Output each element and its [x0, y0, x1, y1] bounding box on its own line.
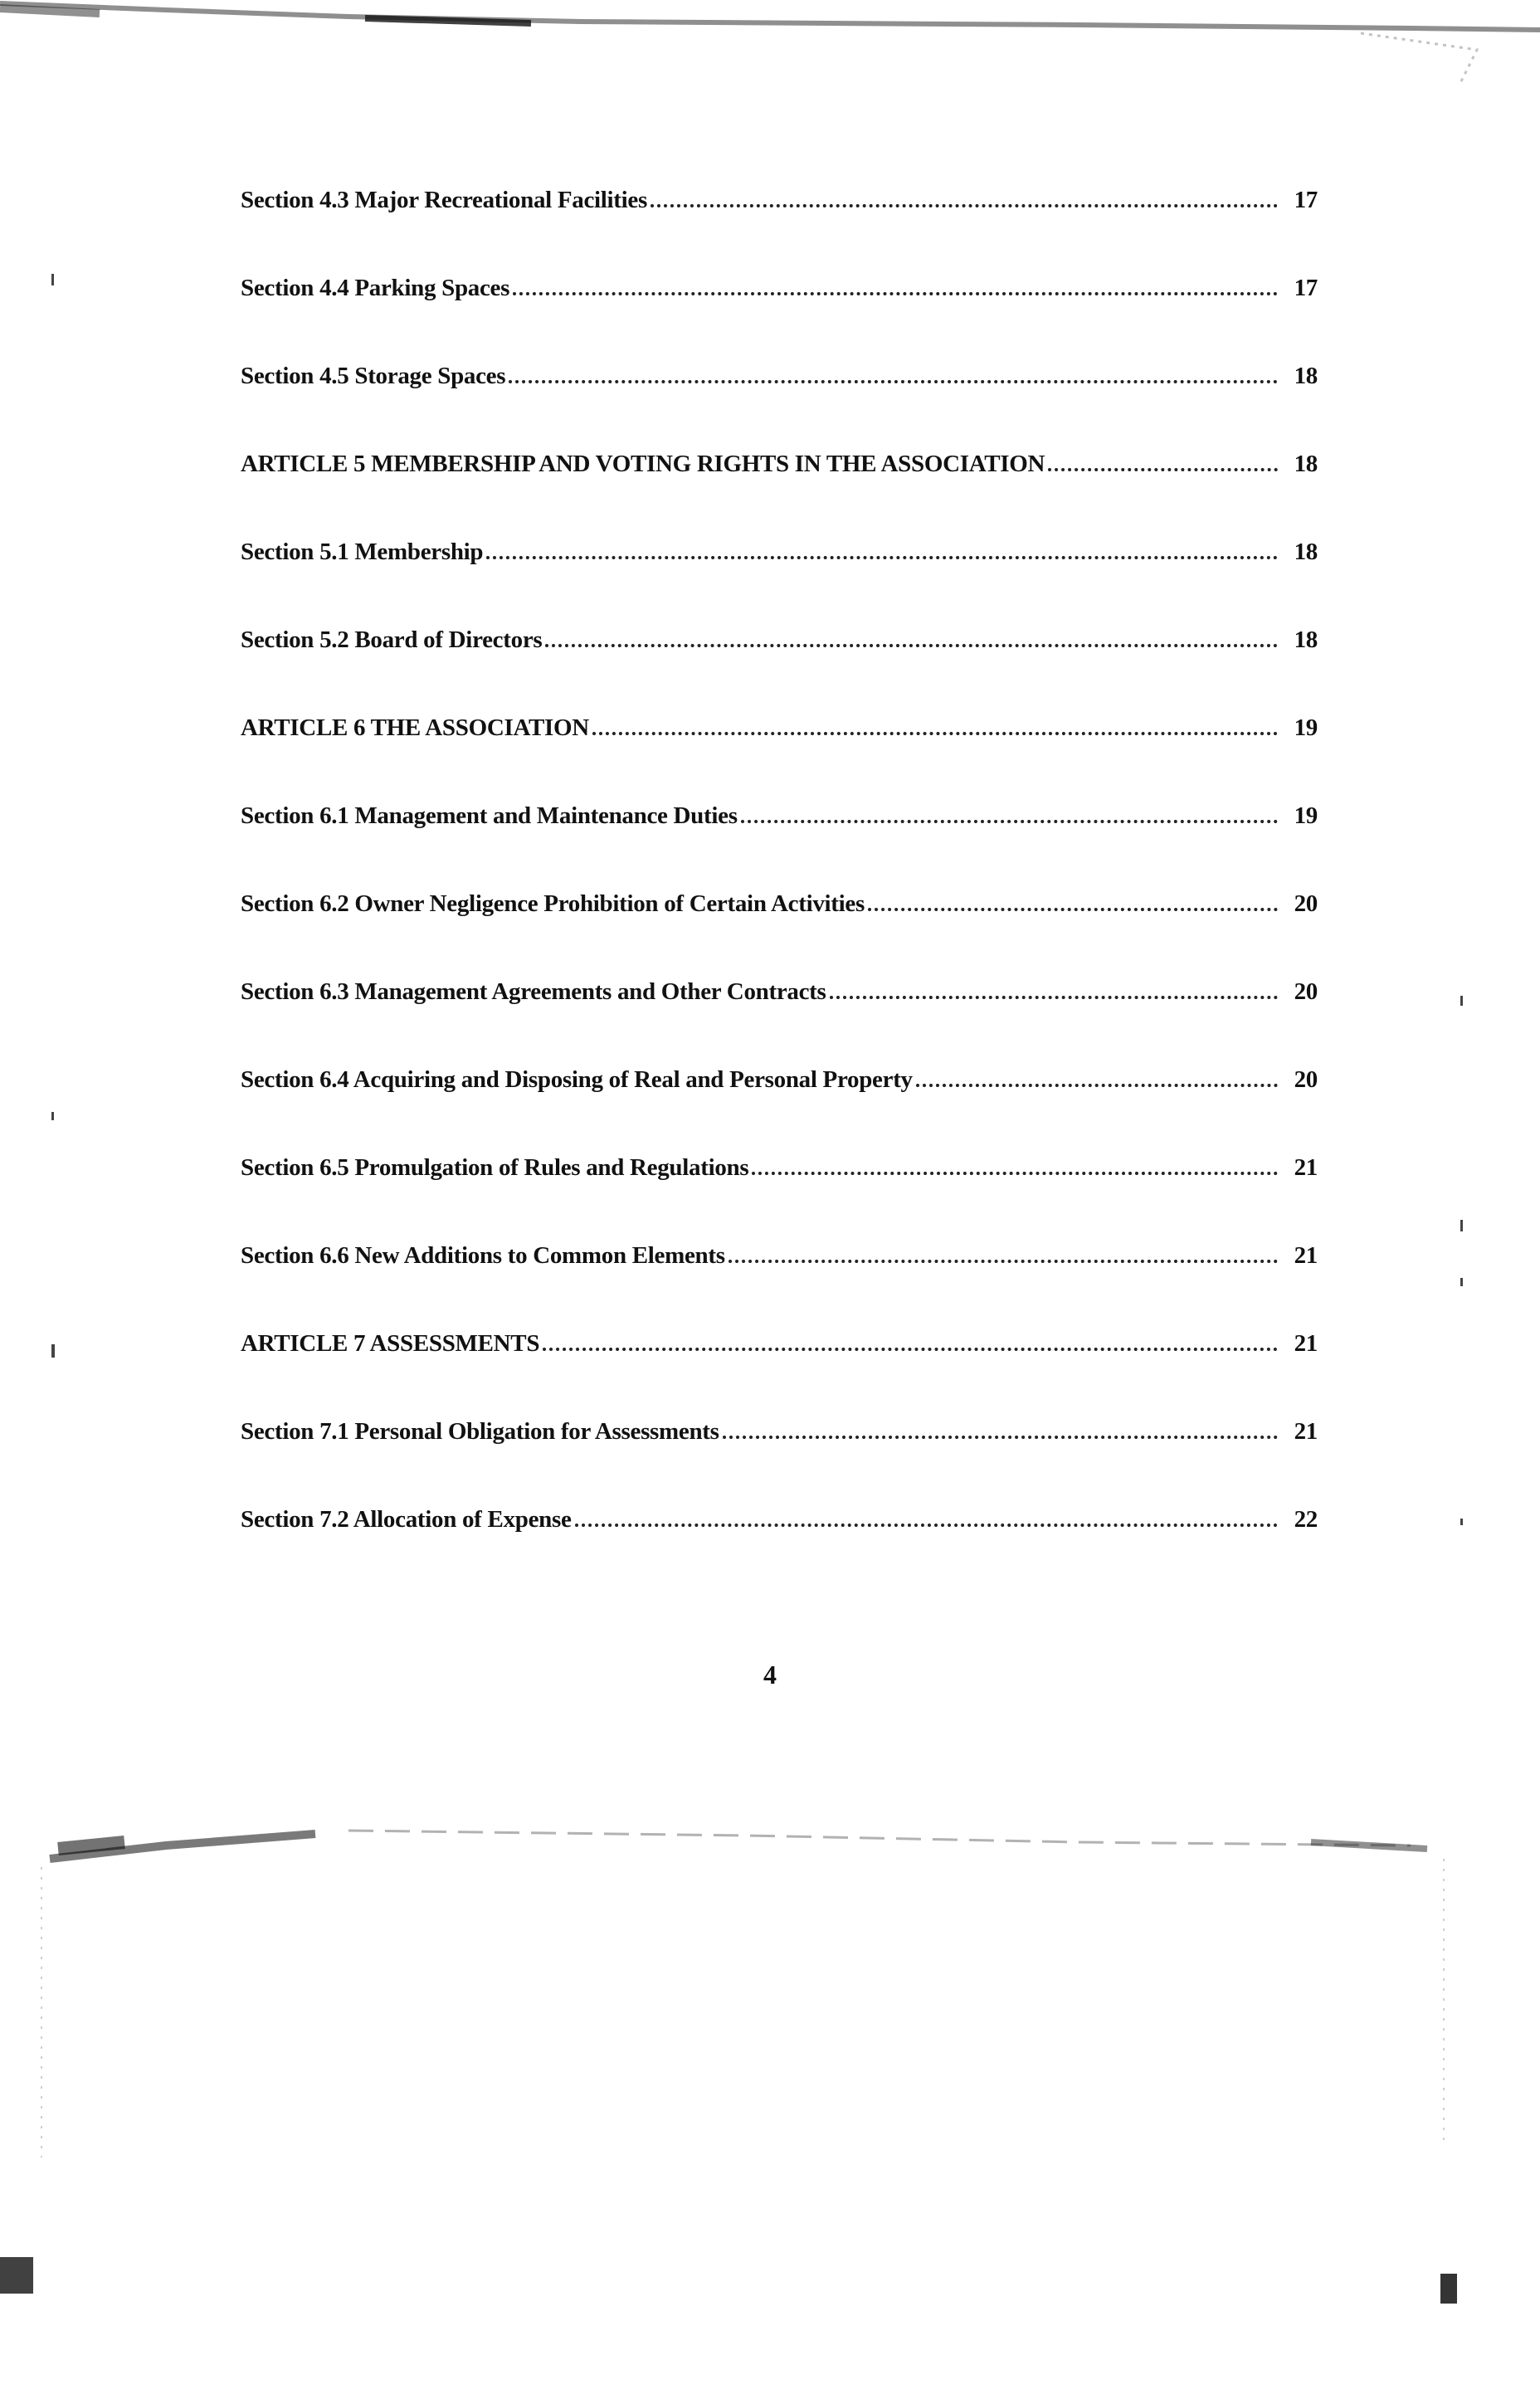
dot-leader — [916, 1084, 1278, 1087]
margin-speck — [51, 274, 54, 285]
toc-entry — [241, 363, 1318, 451]
dot-leader — [486, 556, 1278, 559]
toc-entry — [241, 539, 1318, 627]
toc-entry-title: Section 5.2 Board of Directors — [241, 627, 543, 653]
toc-entry-page: 22 — [1294, 1506, 1318, 1533]
toc-entry — [241, 1154, 1318, 1242]
margin-speck — [1460, 1278, 1463, 1286]
toc-entry-title: ARTICLE 5 MEMBERSHIP AND VOTING RIGHTS IN THE ASSOCIATION — [241, 451, 1045, 477]
margin-speck — [1460, 1519, 1463, 1525]
toc-entry-title: Section 6.1 Management and Maintenance Duties — [241, 802, 738, 829]
toc-entry-page: 18 — [1294, 363, 1318, 389]
toc-entry-page: 18 — [1294, 627, 1318, 653]
dot-leader — [729, 1260, 1278, 1263]
toc-entry-title: Section 5.1 Membership — [241, 539, 484, 565]
toc-entry-title: Section 6.4 Acquiring and Disposing of Real and Personal Property — [241, 1066, 913, 1093]
dot-leader — [723, 1436, 1278, 1439]
dot-leader — [545, 644, 1278, 647]
toc-entry — [241, 1506, 1318, 1594]
toc-entry-page: 18 — [1294, 451, 1318, 477]
scan-artifact-bottom — [0, 1809, 1540, 2394]
margin-speck — [51, 1112, 54, 1120]
toc-entry-title: Section 6.3 Management Agreements and Other Contracts — [241, 978, 826, 1005]
toc-entry-title: Section 4.4 Parking Spaces — [241, 275, 510, 301]
dot-leader — [543, 1348, 1278, 1351]
toc-entry-title: Section 7.1 Personal Obligation for Assessments — [241, 1418, 719, 1445]
dot-leader — [575, 1524, 1278, 1527]
toc-entry — [241, 890, 1318, 978]
dot-leader — [592, 732, 1278, 735]
toc-entry — [241, 627, 1318, 714]
toc-entry-page: 20 — [1294, 978, 1318, 1005]
scan-artifact-top — [0, 0, 1540, 91]
dot-leader — [830, 996, 1278, 999]
page-number: 4 — [763, 1660, 777, 1689]
toc-entry-page: 19 — [1294, 714, 1318, 741]
dot-leader — [741, 820, 1278, 823]
toc-entry — [241, 1418, 1318, 1506]
toc-entry — [241, 451, 1318, 539]
table-of-contents — [241, 187, 1318, 1594]
dot-leader — [513, 292, 1278, 295]
toc-entry-page: 21 — [1294, 1242, 1318, 1269]
dot-leader — [1048, 468, 1278, 471]
dot-leader — [868, 908, 1278, 911]
toc-entry — [241, 1330, 1318, 1418]
toc-entry-page: 20 — [1294, 890, 1318, 917]
toc-entry-title: Section 4.3 Major Recreational Facilities — [241, 187, 647, 213]
toc-entry-title: Section 6.2 Owner Negligence Prohibition of Certain Activities — [241, 890, 865, 917]
toc-entry — [241, 802, 1318, 890]
dot-leader — [752, 1172, 1278, 1175]
toc-entry-page: 17 — [1294, 275, 1318, 301]
toc-entry-page: 17 — [1294, 187, 1318, 213]
toc-entry-page: 21 — [1294, 1154, 1318, 1181]
toc-entry — [241, 1066, 1318, 1154]
toc-entry-title: Section 6.5 Promulgation of Rules and Regulations — [241, 1154, 749, 1181]
toc-entry-page: 19 — [1294, 802, 1318, 829]
toc-entry-title: Section 7.2 Allocation of Expense — [241, 1506, 572, 1533]
toc-entry-page: 21 — [1294, 1330, 1318, 1357]
toc-entry-title: Section 4.5 Storage Spaces — [241, 363, 506, 389]
toc-entry-title: Section 6.6 New Additions to Common Elements — [241, 1242, 725, 1269]
toc-entry-page: 20 — [1294, 1066, 1318, 1093]
margin-speck — [1460, 996, 1463, 1006]
toc-entry-page: 18 — [1294, 539, 1318, 565]
margin-speck — [51, 1344, 55, 1358]
margin-speck — [1460, 1220, 1463, 1231]
dot-leader — [509, 380, 1278, 383]
toc-entry — [241, 714, 1318, 802]
toc-entry — [241, 1242, 1318, 1330]
toc-entry-title: ARTICLE 7 ASSESSMENTS — [241, 1330, 540, 1357]
dot-leader — [651, 204, 1278, 207]
toc-entry — [241, 275, 1318, 363]
toc-entry-title: ARTICLE 6 THE ASSOCIATION — [241, 714, 589, 741]
toc-entry — [241, 978, 1318, 1066]
toc-entry-page: 21 — [1294, 1418, 1318, 1445]
toc-entry — [241, 187, 1318, 275]
